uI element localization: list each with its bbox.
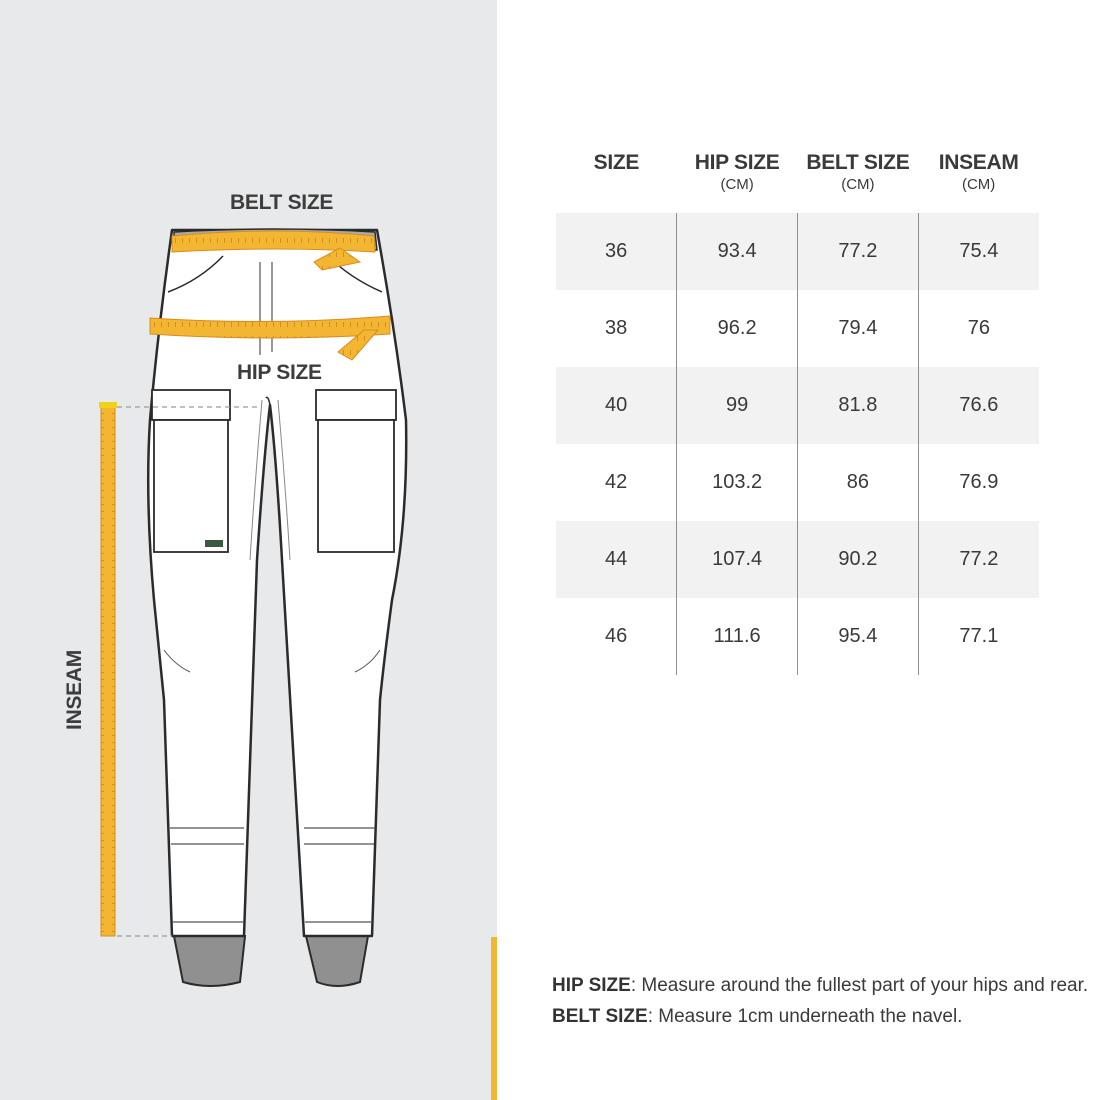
cell-hip: 111.6 — [677, 598, 798, 675]
table-header-row — [556, 148, 1039, 210]
size-chart-table — [556, 148, 1039, 675]
cell-belt: 77.2 — [798, 210, 919, 290]
cell-hip: 103.2 — [677, 444, 798, 521]
header-hip-size: HIP SIZE (CM) — [677, 148, 798, 210]
cell-size: 44 — [556, 521, 677, 598]
header-size: SIZE — [556, 148, 677, 210]
cell-inseam: 76.9 — [918, 444, 1039, 521]
belt-size-note: BELT SIZE: Measure 1cm underneath the navel. — [552, 1006, 963, 1027]
table-row — [556, 444, 1039, 521]
cell-size: 40 — [556, 367, 677, 444]
cell-belt: 81.8 — [798, 367, 919, 444]
cell-inseam: 76.6 — [918, 367, 1039, 444]
cargo-pocket-left — [152, 390, 230, 552]
header-inseam: INSEAM (CM) — [918, 148, 1039, 210]
cuff-right — [306, 936, 368, 986]
header-belt-size: BELT SIZE (CM) — [798, 148, 919, 210]
cell-belt: 95.4 — [798, 598, 919, 675]
cuff-left — [174, 936, 245, 986]
cell-inseam: 77.1 — [918, 598, 1039, 675]
pants-illustration — [0, 0, 497, 1100]
measurement-notes — [552, 970, 1088, 1032]
cell-inseam: 77.2 — [918, 521, 1039, 598]
belt-size-label: BELT SIZE — [230, 191, 334, 214]
cell-belt: 90.2 — [798, 521, 919, 598]
table-row — [556, 598, 1039, 675]
inseam-label: INSEAM — [63, 650, 86, 730]
hip-size-note: HIP SIZE: Measure around the fullest part of your hips and rear. — [552, 975, 1089, 996]
cargo-pocket-right — [316, 390, 396, 552]
cell-size: 46 — [605, 625, 628, 647]
cell-belt: 86 — [798, 444, 919, 521]
cell-hip: 107.4 — [677, 521, 798, 598]
cell-hip: 96.2 — [677, 290, 798, 367]
table-row — [556, 367, 1039, 444]
hip-size-label: HIP SIZE — [237, 361, 322, 384]
cell-belt: 79.4 — [798, 290, 919, 367]
table-row — [556, 210, 1039, 290]
cell-size: 36 — [556, 210, 677, 290]
cell-inseam: 75.4 — [918, 210, 1039, 290]
cell-inseam: 76 — [918, 290, 1039, 367]
cell-hip: 99 — [677, 367, 798, 444]
cell-hip: 93.4 — [677, 210, 798, 290]
cell-size: 42 — [605, 471, 628, 493]
table-row — [556, 521, 1039, 598]
cell-size: 38 — [605, 317, 628, 339]
table-row — [556, 290, 1039, 367]
